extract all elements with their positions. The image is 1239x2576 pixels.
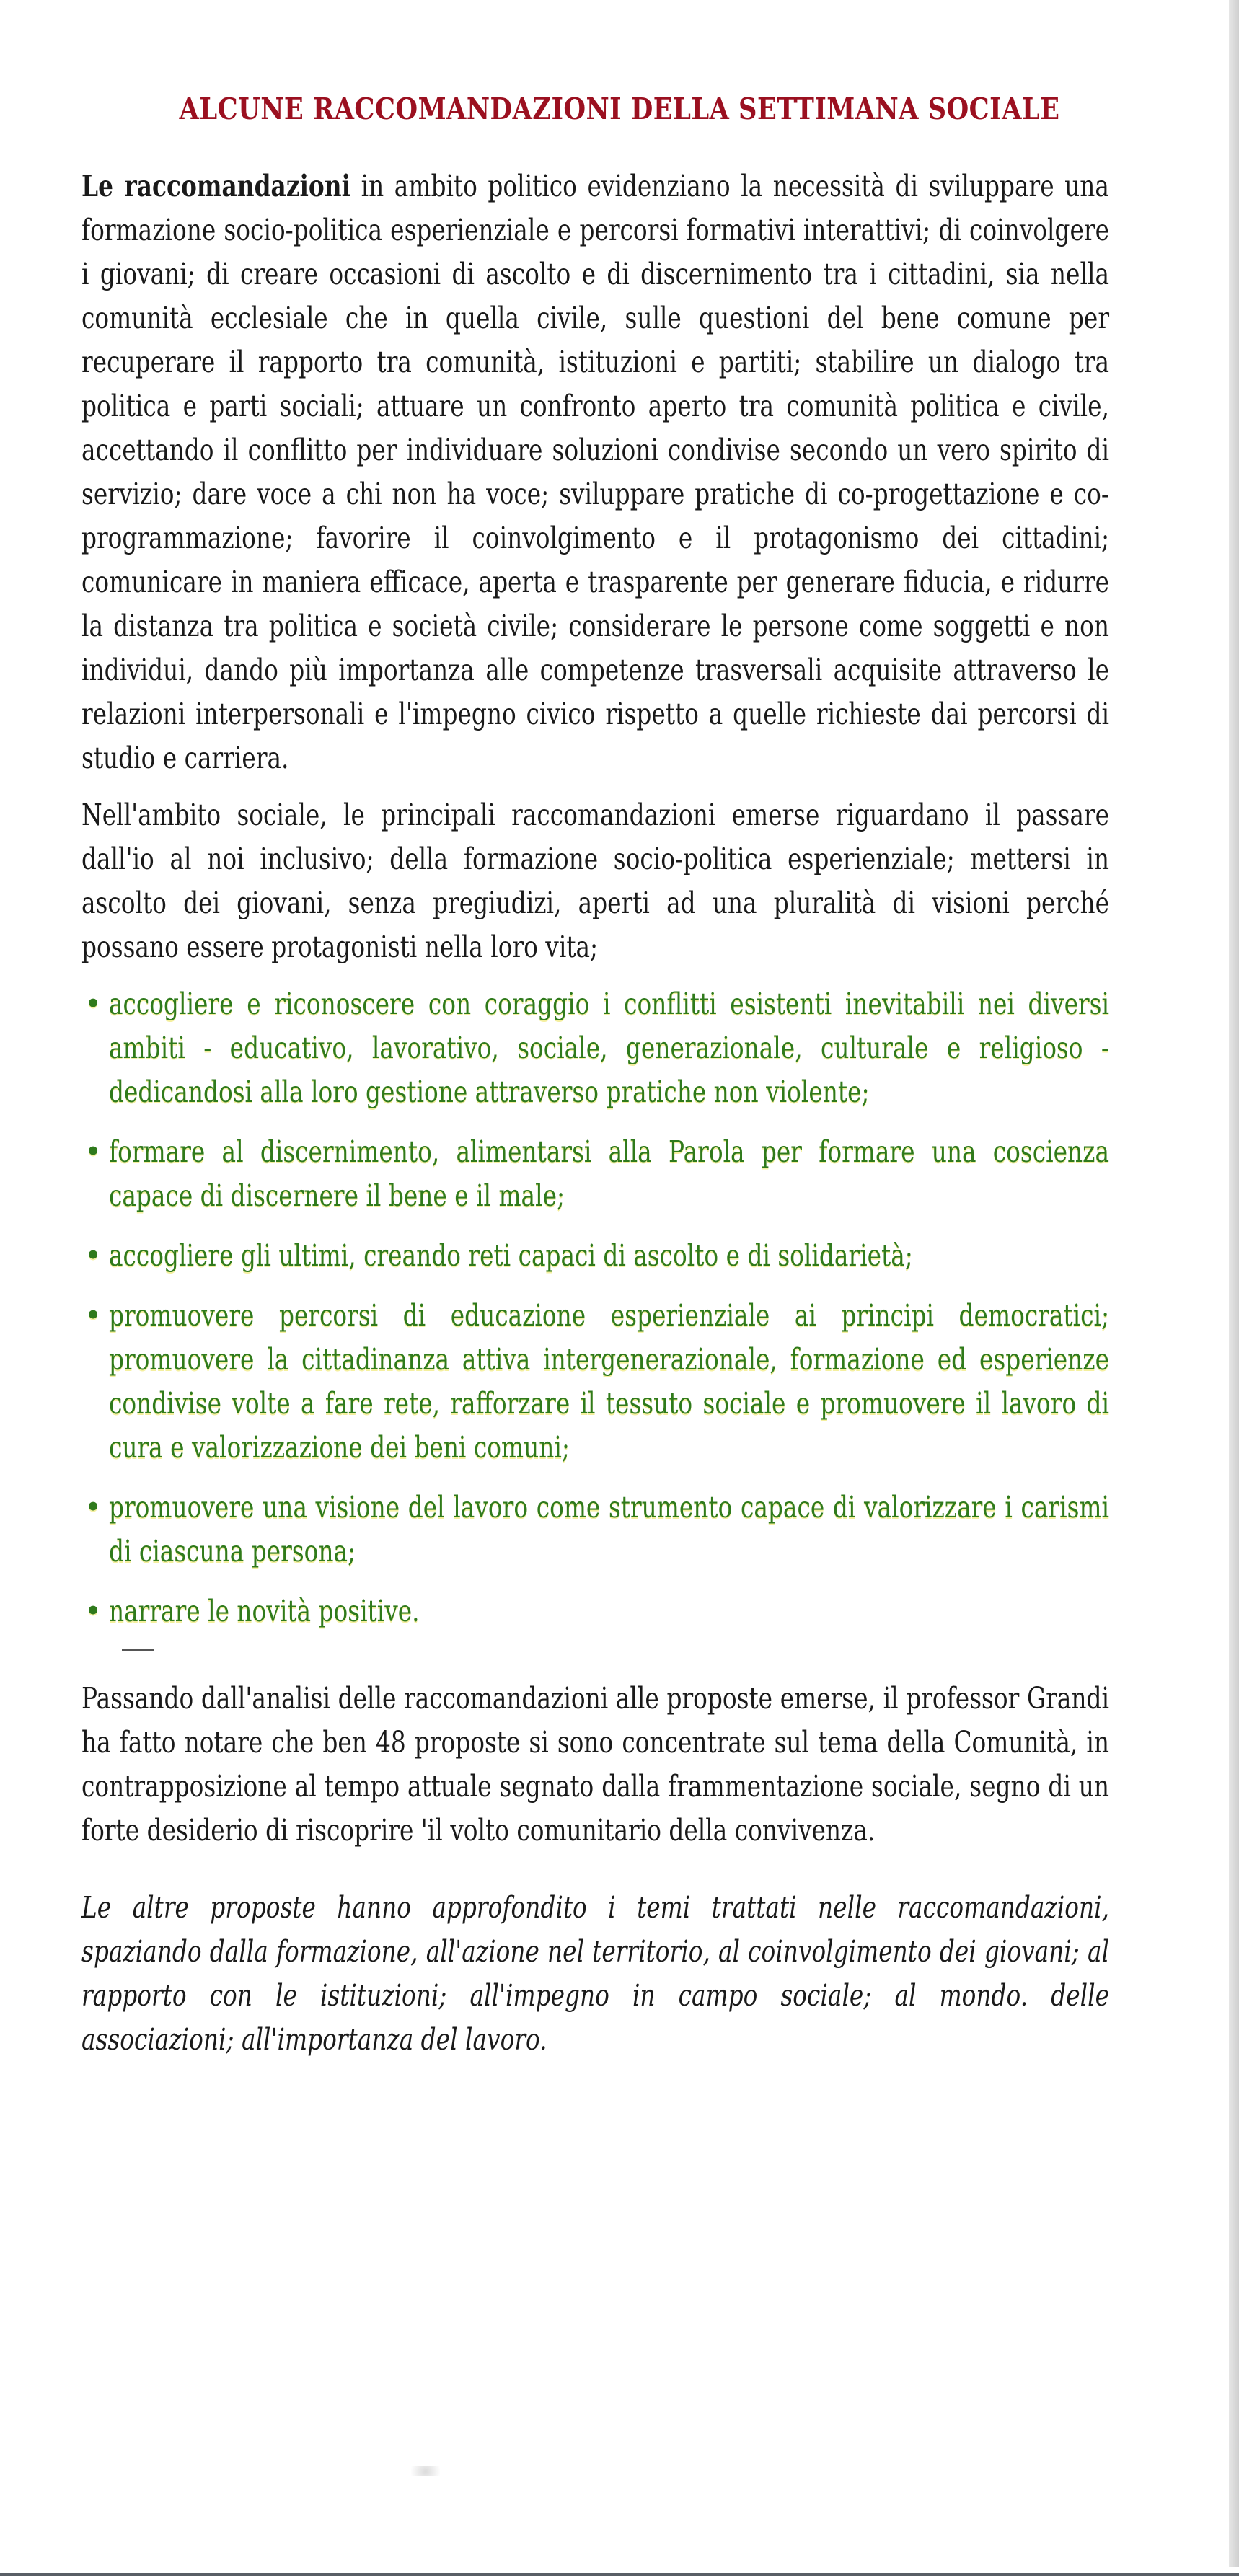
list-item-text: accogliere e riconoscere con coraggio i conflitti esistenti inevitabili nei diversi ambiti - educativo, lavorativo, sociale, generazionale, culturale e religioso - dedicandosi alla loro gestione attraverso pratiche non violente; (109, 987, 1109, 1109)
bullet-icon: • (84, 1298, 102, 1333)
list-item-text: formare al discernimento, alimentarsi alla Parola per formare una coscienza capace di discernere il bene e il male; (109, 1134, 1109, 1213)
list-item (81, 1234, 1109, 1278)
list-item-text: promuovere percorsi di educazione esperienziale ai principi democratici; promuovere la cittadinanza attiva intergenerazionale, formazione ed esperienze condivise volte a fare rete, rafforzare il tessuto sociale e promuovere il lavoro di cura e valorizzazione dei beni comuni; (109, 1298, 1109, 1465)
list-item (81, 1294, 1109, 1470)
bullet-icon: • (84, 1238, 102, 1273)
paragraph-other-proposals-text: Le altre proposte hanno approfondito i temi trattati nelle raccomandazioni, spaziando dalla formazione, all'azione nel territorio, al coinvolgimento dei giovani; al rapporto con le istituzioni; all'impegno in campo sociale; al mondo. delle associazioni; all'importanza del lavoro. (81, 1890, 1109, 2057)
list-item (81, 1486, 1109, 1574)
list-item (81, 982, 1109, 1114)
lead-bold: Le raccomandazioni (81, 169, 351, 203)
recommendations-list (81, 982, 1109, 1633)
paragraph-political-text (81, 164, 1109, 780)
article-body (81, 164, 1109, 2075)
paragraph-other-proposals (81, 1886, 1109, 2062)
bullet-icon: • (84, 1594, 102, 1628)
divider-dash (122, 1649, 154, 1651)
paragraph-proposals (81, 1677, 1109, 1853)
list-item (81, 1130, 1109, 1218)
list-item-text: narrare le novità positive. (109, 1594, 420, 1628)
bullet-icon: • (84, 1134, 102, 1169)
list-item (81, 1589, 1109, 1633)
list-item-text: promuovere una visione del lavoro come strumento capace di valorizzare i carismi di ciascuna persona; (109, 1490, 1109, 1569)
list-item-text: accogliere gli ultimi, creando reti capaci di ascolto e di solidarietà; (109, 1238, 913, 1273)
bullet-icon: • (84, 1490, 102, 1525)
paragraph-political (81, 164, 1109, 780)
paragraph-social-text: Nell'ambito sociale, le principali raccomandazioni emerse riguardano il passare dall'io al noi inclusivo; della formazione socio-politica esperienziale; mettersi in ascolto dei giovani, senza pregiudizi, aperti ad una pluralità di visioni perché possano essere protagonisti nella loro vita; (81, 798, 1109, 964)
page-title: ALCUNE RACCOMANDAZIONI DELLA SETTIMANA SOCIALE (179, 92, 1060, 127)
scan-edge-right (1229, 0, 1239, 2567)
paragraph-social (81, 793, 1109, 969)
paragraph-proposals-text: Passando dall'analisi delle raccomandazioni alle proposte emerse, il professor Grandi ha fatto notare che ben 48 proposte si sono concentrate sul tema della Comunità, in contrapposizione al tempo attuale segnato dalla frammentazione sociale, segno di un forte desiderio di riscoprire 'il volto comunitario della convivenza. (81, 1681, 1109, 1848)
scan-smudge (411, 2466, 440, 2476)
paragraph-political-body: in ambito politico evidenziano la necessità di sviluppare una formazione socio-politica esperienziale e percorsi formativi interattivi; di coinvolgere i giovani; di creare occasioni di ascolto e di discernimento tra i cittadini, sia nella comunità ecclesiale che in quella civile, sulle questioni del bene comune per recuperare il rapporto tra comunità, istituzioni e partiti; stabilire un dialogo tra politica e parti sociali; attuare un confronto aperto tra comunità politica e civile, accettando il conflitto per individuare soluzioni condivise secondo un vero spirito di servizio; dare voce a chi non ha voce; sviluppare pratiche di co-progettazione e co-programmazione; favorire il coinvolgimento e il protagonismo dei cittadini; comunicare in maniera efficace, aperta e trasparente per generare fiducia, e ridurre la distanza tra politica e società civile; considerare le persone come soggetti e non individui, dando più importanza alle competenze trasversali acquisite attraverso le relazioni interpersonali e l'impegno civico rispetto a quelle richieste dai percorsi di studio e carriera. (81, 169, 1109, 775)
scan-edge-bottom (0, 2573, 1239, 2576)
bullet-icon: • (84, 987, 102, 1021)
